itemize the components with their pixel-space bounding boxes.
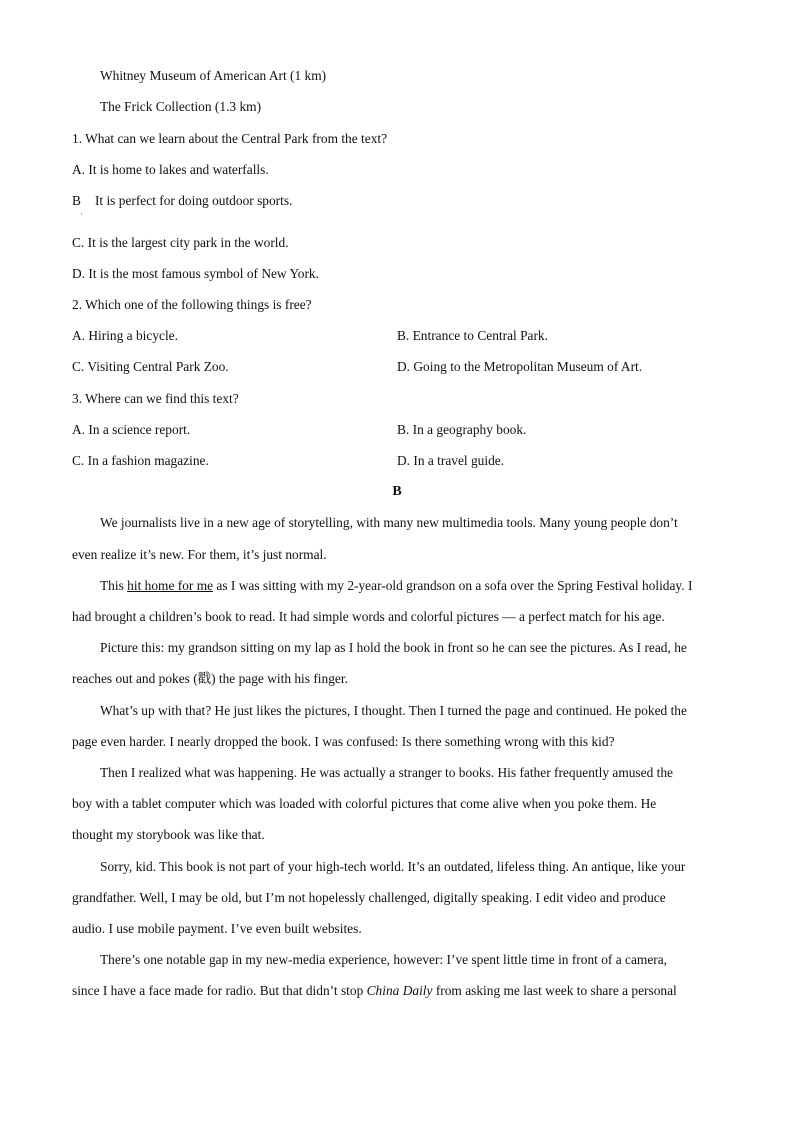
question-2-option-a: A. Hiring a bicycle. <box>72 328 178 343</box>
passage-line: reaches out and pokes (戳) the page with his finger. <box>72 671 348 686</box>
question-3-option-c: C. In a fashion magazine. <box>72 453 209 468</box>
passage-text: as I was sitting with my 2-year-old grandson on a sofa over the Spring Festival holiday. I <box>213 578 693 593</box>
question-2-stem: 2. Which one of the following things is free? <box>72 297 312 312</box>
question-2-option-b: B. Entrance to Central Park. <box>397 328 548 343</box>
passage-line <box>72 983 677 999</box>
passage-line: even realize it’s new. For them, it’s just normal. <box>72 547 327 562</box>
passage-text: This <box>100 578 128 593</box>
question-3-stem: 3. Where can we find this text? <box>72 391 239 406</box>
passage-line: audio. I use mobile payment. I’ve even built websites. <box>72 921 362 936</box>
passage-line: boy with a tablet computer which was loaded with colorful pictures that come alive when you poke them. He <box>72 796 657 811</box>
passage-text: since I have a face made for radio. But that didn’t stop <box>72 983 367 998</box>
stray-dot-mark: · <box>80 210 83 219</box>
passage-line <box>100 578 692 594</box>
passage-line: had brought a children’s book to read. It had simple words and colorful pictures — a perfect match for his age. <box>72 609 665 624</box>
passage-line: We journalists live in a new age of storytelling, with many new multimedia tools. Many young people don’t <box>100 515 678 530</box>
section-b-heading: B <box>392 484 402 499</box>
question-1-stem: 1. What can we learn about the Central Park from the text? <box>72 131 388 146</box>
attraction-frick: The Frick Collection (1.3 km) <box>100 99 262 114</box>
passage-line: page even harder. I nearly dropped the book. I was confused: Is there something wrong with this kid? <box>72 734 615 749</box>
question-1-option-a: A. It is home to lakes and waterfalls. <box>72 162 269 177</box>
question-1-option-b <box>72 193 292 209</box>
question-2-option-d: D. Going to the Metropolitan Museum of Art. <box>397 359 643 374</box>
passage-line: There’s one notable gap in my new-media experience, however: I’ve spent little time in front of a camera, <box>100 952 668 967</box>
passage-line: thought my storybook was like that. <box>72 827 265 842</box>
passage-line: Picture this: my grandson sitting on my lap as I hold the book in front so he can see the pictures. As I read, he <box>100 640 687 655</box>
passage-line: Sorry, kid. This book is not part of your high-tech world. It’s an outdated, lifeless thing. An antique, like your <box>100 859 686 874</box>
passage-text: from asking me last week to share a personal <box>432 983 677 998</box>
passage-line: What’s up with that? He just likes the pictures, I thought. Then I turned the page and continued. He poked the <box>100 703 687 718</box>
question-1-option-c: C. It is the largest city park in the world. <box>72 235 289 250</box>
question-2-option-c: C. Visiting Central Park Zoo. <box>72 359 229 374</box>
passage-line: Then I realized what was happening. He was actually a stranger to books. His father frequently amused the <box>100 765 673 780</box>
passage-line: grandfather. Well, I may be old, but I’m not hopelessly challenged, digitally speaking. I edit video and produce <box>72 890 666 905</box>
italic-publication-name: China Daily <box>366 983 433 998</box>
question-3-option-b: B. In a geography book. <box>397 422 527 437</box>
question-3-option-d: D. In a travel guide. <box>397 453 505 468</box>
question-3-option-a: A. In a science report. <box>72 422 191 437</box>
question-1-option-b-text: It is perfect for doing outdoor sports. <box>94 193 293 208</box>
question-1-option-d: D. It is the most famous symbol of New York. <box>72 266 319 281</box>
attraction-whitney: Whitney Museum of American Art (1 km) <box>100 68 327 83</box>
underlined-phrase: hit home for me <box>127 578 214 593</box>
question-1-option-b-letter: B <box>72 193 81 208</box>
